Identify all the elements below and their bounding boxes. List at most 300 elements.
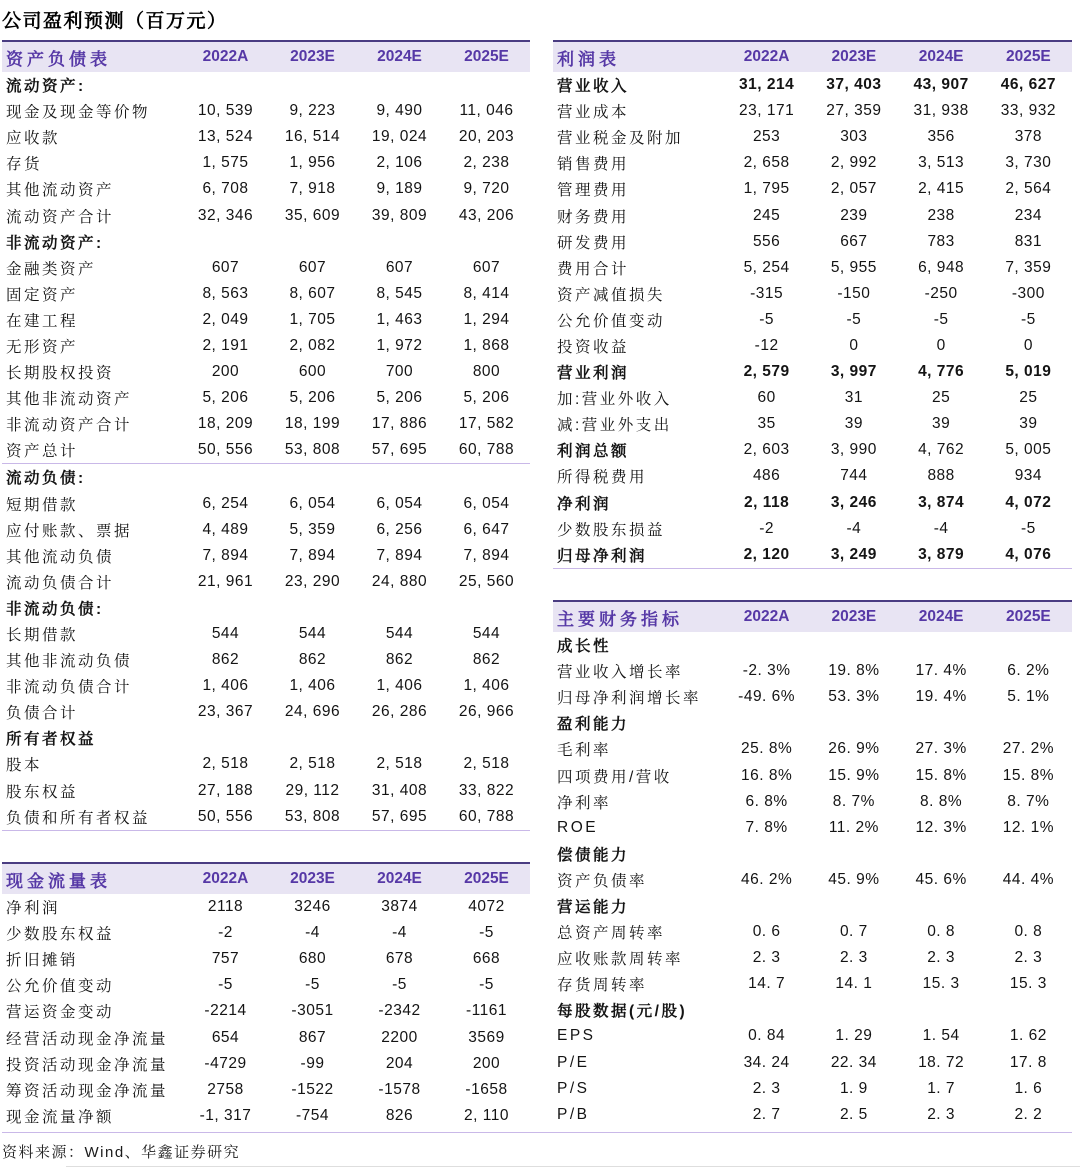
cell-value: 7, 918 (289, 180, 336, 198)
cell-value: 31, 938 (913, 102, 969, 120)
column-header: 2022A (202, 870, 249, 887)
cell-value: 0 (849, 336, 859, 354)
row-label: 资产总计 (6, 443, 79, 461)
cell-value: 15. 8% (1002, 766, 1054, 784)
cell-value: 7, 359 (1005, 258, 1052, 276)
cell-value: -2 (759, 519, 775, 537)
table-row (553, 229, 1072, 255)
row-label: 固定资产 (6, 286, 79, 304)
cell-value: 0. 6 (752, 923, 781, 941)
row-label: 存货 (6, 156, 43, 174)
table-row (553, 411, 1072, 437)
cell-value: 1, 956 (289, 154, 336, 172)
cell-value: 6, 054 (463, 494, 510, 512)
cell-value: 33, 822 (458, 781, 515, 799)
table-row (553, 893, 1072, 919)
cell-value: 60, 788 (458, 807, 515, 825)
cell-value: 680 (298, 950, 327, 968)
cell-value: 6. 8% (745, 792, 788, 810)
row-label: 存货周转率 (557, 977, 648, 995)
table-row (553, 945, 1072, 971)
column-header: 2025E (1005, 48, 1051, 65)
table-row (553, 736, 1072, 762)
row-label: 盈利能力 (557, 716, 630, 734)
table-header-row (2, 40, 530, 72)
row-label: 四项费用/营收 (557, 768, 672, 786)
row-label: 归母净利润 (557, 547, 648, 565)
table-row (2, 517, 530, 543)
cell-value: 8, 607 (289, 284, 336, 302)
row-label: 长期股权投资 (6, 365, 115, 383)
row-label: 所得税费用 (557, 469, 648, 487)
bottom-separator-line (2, 1132, 1072, 1133)
row-label: ROE (557, 818, 599, 836)
table-row (2, 804, 530, 831)
cell-value: 2, 992 (830, 154, 877, 172)
cell-value: -2214 (204, 1002, 247, 1020)
cell-value: 888 (927, 467, 955, 485)
table-row (553, 841, 1072, 867)
table-row (2, 543, 530, 569)
cell-value: 45. 6% (915, 870, 967, 888)
table-row (553, 710, 1072, 736)
cell-value: 13, 524 (197, 128, 254, 146)
cell-value: 10, 539 (197, 102, 254, 120)
row-label: 金融类资产 (6, 260, 97, 278)
table-row (2, 1103, 530, 1129)
cell-value: 4, 076 (1005, 545, 1052, 563)
cell-value: 7, 894 (202, 546, 249, 564)
cell-value: 43, 206 (458, 206, 515, 224)
cell-value: 3, 513 (918, 154, 965, 172)
row-label: 非流动资产合计 (6, 417, 133, 435)
row-label: 利润总额 (557, 443, 630, 461)
table-row (2, 72, 530, 98)
cell-value: 6, 708 (202, 180, 249, 198)
row-label: 其他非流动负债 (6, 653, 133, 671)
row-label: 成长性 (557, 638, 612, 656)
cell-value: 544 (298, 625, 327, 643)
table-row (2, 595, 530, 621)
column-header: 2023E (831, 608, 877, 625)
cell-value: 0 (936, 336, 946, 354)
cell-value: 19. 8% (828, 662, 880, 680)
cell-value: 239 (840, 206, 868, 224)
cell-value: 34. 24 (743, 1053, 790, 1071)
row-label: 营业成本 (557, 104, 630, 122)
cell-value: 607 (211, 258, 240, 276)
cell-value: 43, 907 (913, 76, 969, 94)
cell-value: 5, 019 (1005, 363, 1052, 381)
cell-value: 607 (298, 258, 327, 276)
table-row (2, 464, 530, 490)
row-label: 非流动资产: (6, 234, 104, 252)
cell-value: 8. 8% (920, 792, 963, 810)
table-row (553, 1102, 1072, 1128)
cell-value: 2. 3 (927, 1105, 956, 1123)
cell-value: 6, 254 (202, 494, 249, 512)
cell-value: -5 (218, 976, 233, 994)
table-row (553, 437, 1072, 463)
table-row (553, 281, 1072, 307)
cell-value: 19. 4% (915, 688, 967, 706)
cell-value: 486 (752, 467, 781, 485)
cell-value: 2758 (207, 1080, 244, 1098)
cell-value: 1, 795 (743, 180, 790, 198)
cell-value: 3, 246 (830, 493, 877, 511)
cell-value: 6. 2% (1007, 662, 1050, 680)
cell-value: 2, 518 (376, 755, 423, 773)
cell-value: 607 (385, 258, 414, 276)
cell-value: -250 (924, 284, 958, 302)
cell-value: 12. 3% (915, 818, 967, 836)
table-header-row (2, 862, 530, 894)
cell-value: 800 (472, 363, 501, 381)
row-label: 股东权益 (6, 783, 79, 801)
row-label: 应收款 (6, 130, 61, 148)
table-row (553, 867, 1072, 893)
cell-value: 16, 514 (284, 128, 341, 146)
cell-value: 934 (1014, 467, 1043, 485)
cell-value: 4, 072 (1005, 493, 1052, 511)
row-label: 流动负债合计 (6, 574, 115, 592)
cell-value: 200 (472, 1054, 501, 1072)
table-row (553, 124, 1072, 150)
cell-value: 29, 112 (285, 781, 340, 799)
table-row (553, 684, 1072, 710)
cell-value: 1, 406 (289, 677, 336, 695)
cell-value: 57, 695 (371, 807, 428, 825)
cell-value: 39 (932, 415, 951, 433)
table-row (2, 998, 530, 1024)
cell-value: 25 (1019, 389, 1038, 407)
cell-value: 2, 057 (830, 180, 877, 198)
cell-value: 378 (1014, 128, 1043, 146)
cell-value: 9, 189 (376, 180, 423, 198)
table-title: 资产负债表 (6, 49, 111, 69)
cell-value: 544 (385, 625, 414, 643)
row-label: 其他非流动资产 (6, 391, 133, 409)
cell-value: -2. 3% (742, 662, 791, 680)
cell-value: 6, 256 (376, 520, 423, 538)
cell-value: 6, 054 (376, 494, 423, 512)
row-label: 减:营业外支出 (557, 417, 672, 435)
cell-value: 5, 254 (743, 258, 790, 276)
cell-value: 2, 082 (289, 336, 336, 354)
cell-value: 1, 406 (376, 677, 423, 695)
row-label: 非流动负债: (6, 600, 104, 618)
cell-value: -4729 (204, 1054, 247, 1072)
row-label: 负债合计 (6, 705, 79, 723)
cell-value: 831 (1014, 232, 1043, 250)
table-row (2, 699, 530, 725)
cash-flow-table (2, 862, 530, 1129)
cell-value: 7, 894 (289, 546, 336, 564)
row-label: 财务费用 (557, 208, 630, 226)
cell-value: 46. 2% (740, 870, 793, 888)
table-row (2, 202, 530, 228)
row-label: 营业收入增长率 (557, 664, 684, 682)
row-label: 非流动负债合计 (6, 679, 133, 697)
cell-value: 17, 886 (371, 415, 428, 433)
cell-value: 19, 024 (371, 128, 428, 146)
column-header: 2024E (377, 870, 422, 887)
table-row (553, 307, 1072, 333)
cell-value: 3874 (381, 898, 418, 916)
cell-value: 18, 209 (197, 415, 254, 433)
table-row (2, 385, 530, 411)
column-header: 2024E (377, 48, 422, 65)
cell-value: -5 (479, 924, 494, 942)
cell-value: 1, 705 (289, 310, 336, 328)
cell-value: 1, 575 (202, 154, 249, 172)
cell-value: 33, 932 (1000, 102, 1056, 120)
cell-value: 2118 (207, 898, 244, 916)
row-label: 偿债能力 (557, 846, 630, 864)
table-row (2, 972, 530, 998)
cell-value: 654 (211, 1028, 240, 1046)
cell-value: 0. 8 (927, 923, 956, 941)
cell-value: 21, 961 (197, 572, 254, 590)
cell-value: 6, 647 (463, 520, 510, 538)
table-row (553, 789, 1072, 815)
row-label: 现金及现金等价物 (6, 104, 151, 122)
row-label: 营业税金及附加 (557, 130, 684, 148)
table-row (553, 632, 1072, 658)
cell-value: 14. 7 (748, 975, 786, 993)
cell-value: 25, 560 (458, 572, 515, 590)
cell-value: 245 (752, 206, 781, 224)
cell-value: 45. 9% (828, 870, 880, 888)
table-row (2, 894, 530, 920)
cell-value: -99 (300, 1054, 325, 1072)
table-row (553, 176, 1072, 202)
cell-value: 26. 9% (828, 740, 880, 758)
row-label: 加:营业外收入 (557, 391, 672, 409)
cell-value: 667 (840, 232, 868, 250)
row-label: 公允价值变动 (557, 312, 666, 330)
table-header-row (553, 40, 1072, 72)
cell-value: 2, 603 (743, 441, 790, 459)
cell-value: 862 (298, 651, 327, 669)
cell-value: 9, 720 (463, 180, 510, 198)
table-row (553, 98, 1072, 124)
cell-value: 1, 463 (376, 310, 423, 328)
table-row (2, 778, 530, 804)
row-label: 资产减值损失 (557, 286, 666, 304)
cell-value: -2342 (378, 1002, 421, 1020)
cell-value: 11. 2% (828, 818, 879, 836)
cell-value: -4 (933, 519, 949, 537)
cell-value: 8, 545 (376, 284, 423, 302)
cell-value: 53. 3% (828, 688, 880, 706)
row-label: 投资收益 (557, 338, 630, 356)
cell-value: 31, 214 (739, 76, 795, 94)
table-row (553, 919, 1072, 945)
cell-value: 862 (385, 651, 414, 669)
cell-value: 204 (385, 1054, 414, 1072)
cell-value: 60, 788 (458, 441, 515, 459)
table-row (553, 490, 1072, 516)
cell-value: 2. 3 (839, 949, 868, 967)
cell-value: 35 (757, 415, 776, 433)
table-row (553, 971, 1072, 997)
row-label: 无形资产 (6, 338, 79, 356)
row-label: P/S (557, 1079, 590, 1097)
cell-value: 15. 3 (922, 975, 960, 993)
cell-value: 12. 1% (1002, 818, 1054, 836)
cell-value: -5 (759, 310, 775, 328)
cell-value: 18, 199 (284, 415, 341, 433)
table-row (553, 1076, 1072, 1102)
table-row (553, 516, 1072, 542)
cell-value: 24, 880 (371, 572, 428, 590)
cell-value: 3, 730 (1005, 154, 1052, 172)
cell-value: 8. 7% (1007, 792, 1050, 810)
cell-value: 2. 3 (927, 949, 956, 967)
cell-value: 678 (385, 950, 414, 968)
cell-value: 2, 238 (463, 154, 510, 172)
cell-value: 18. 72 (918, 1053, 965, 1071)
row-label: 流动负债: (6, 470, 86, 488)
balance-sheet-table (2, 40, 530, 831)
cell-value: 600 (298, 363, 327, 381)
cell-value: 8. 7% (832, 792, 875, 810)
cell-value: -5 (1020, 310, 1036, 328)
cell-value: 16. 8% (740, 766, 793, 784)
table-row (553, 202, 1072, 228)
cell-value: 862 (211, 651, 240, 669)
cell-value: 238 (927, 206, 955, 224)
row-label: 长期借款 (6, 627, 79, 645)
cell-value: 7, 894 (376, 546, 423, 564)
cell-value: 5, 206 (376, 389, 423, 407)
table-row (2, 569, 530, 595)
cell-value: 544 (211, 625, 240, 643)
cell-value: 2, 415 (918, 180, 965, 198)
cell-value: 5, 206 (289, 389, 336, 407)
cell-value: 26, 286 (371, 703, 428, 721)
cell-value: 7, 894 (463, 546, 510, 564)
row-label: 股本 (6, 757, 43, 775)
cell-value: -5 (479, 976, 494, 994)
cell-value: -49. 6% (738, 688, 796, 706)
cell-value: 2. 2 (1014, 1105, 1043, 1123)
cell-value: 5, 206 (202, 389, 249, 407)
cell-value: 27, 188 (197, 781, 254, 799)
cell-value: 39 (844, 415, 863, 433)
table-row (553, 1050, 1072, 1076)
table-row (2, 1077, 530, 1103)
cell-value: 3, 249 (830, 545, 877, 563)
row-label: 净利润 (557, 495, 612, 513)
cell-value: 6, 948 (918, 258, 965, 276)
cell-value: 4, 776 (918, 363, 965, 381)
table-title: 主要财务指标 (557, 609, 683, 629)
cell-value: 783 (927, 232, 955, 250)
row-label: P/B (557, 1105, 590, 1123)
row-label: 少数股东损益 (557, 521, 666, 539)
cell-value: 2, 518 (289, 755, 336, 773)
cell-value: 57, 695 (371, 441, 428, 459)
row-label: 公允价值变动 (6, 978, 115, 996)
row-label: 筹资活动现金净流量 (6, 1082, 169, 1100)
cell-value: 5, 955 (830, 258, 877, 276)
cell-value: 17, 582 (458, 415, 515, 433)
table-row (2, 333, 530, 359)
cell-value: 14. 1 (835, 975, 873, 993)
cell-value: 862 (472, 651, 501, 669)
table-row (2, 281, 530, 307)
table-row (2, 255, 530, 281)
cell-value: 2, 110 (464, 1106, 509, 1124)
table-row (2, 673, 530, 699)
row-label: 少数股东权益 (6, 926, 115, 944)
row-label: EPS (557, 1027, 596, 1045)
row-label: 营运资金变动 (6, 1004, 115, 1022)
cell-value: 1. 7 (927, 1079, 956, 1097)
cell-value: -5 (846, 310, 862, 328)
table-row (2, 359, 530, 385)
cell-value: 4072 (468, 898, 505, 916)
cell-value: 50, 556 (197, 807, 254, 825)
cell-value: 31 (844, 389, 863, 407)
column-header: 2022A (202, 48, 249, 65)
table-title: 利润表 (557, 49, 620, 69)
cell-value: 15. 9% (828, 766, 880, 784)
row-label: 毛利率 (557, 742, 612, 760)
row-label: 营业收入 (557, 78, 630, 96)
table-row (553, 255, 1072, 281)
cell-value: 867 (298, 1028, 327, 1046)
cell-value: -4 (846, 519, 862, 537)
cell-value: 2, 118 (744, 493, 790, 511)
cell-value: 53, 808 (284, 441, 341, 459)
column-header: 2022A (743, 608, 790, 625)
page-edge-line (66, 1166, 1080, 1167)
column-header: 2025E (1005, 608, 1051, 625)
cell-value: 253 (752, 128, 781, 146)
cell-value: 7. 8% (745, 818, 788, 836)
table-row (2, 1024, 530, 1050)
income-statement-table (553, 40, 1072, 569)
cell-value: 0 (1023, 336, 1033, 354)
cell-value: 1. 29 (835, 1027, 873, 1045)
cell-value: 15. 3 (1009, 975, 1047, 993)
cell-value: 3, 874 (918, 493, 965, 511)
row-label: 营业利润 (557, 365, 630, 383)
cell-value: -1, 317 (199, 1106, 252, 1124)
row-label: 销售费用 (557, 156, 630, 174)
column-header: 2024E (918, 48, 964, 65)
cell-value: 11, 046 (459, 102, 514, 120)
table-row (553, 150, 1072, 176)
cell-value: 20, 203 (458, 128, 515, 146)
cell-value: 5, 359 (289, 520, 336, 538)
cell-value: 2. 3 (752, 1079, 781, 1097)
table-row (2, 621, 530, 647)
table-title: 现金流量表 (6, 871, 111, 891)
cell-value: -3051 (291, 1002, 334, 1020)
cell-value: 2, 579 (743, 363, 790, 381)
cell-value: 39, 809 (371, 206, 428, 224)
cell-value: 23, 171 (739, 102, 795, 120)
cell-value: 2. 7 (752, 1105, 781, 1123)
cell-value: 5. 1% (1007, 688, 1050, 706)
cell-value: -1522 (291, 1080, 334, 1098)
row-label: 净利率 (557, 794, 612, 812)
table-row (553, 997, 1072, 1023)
